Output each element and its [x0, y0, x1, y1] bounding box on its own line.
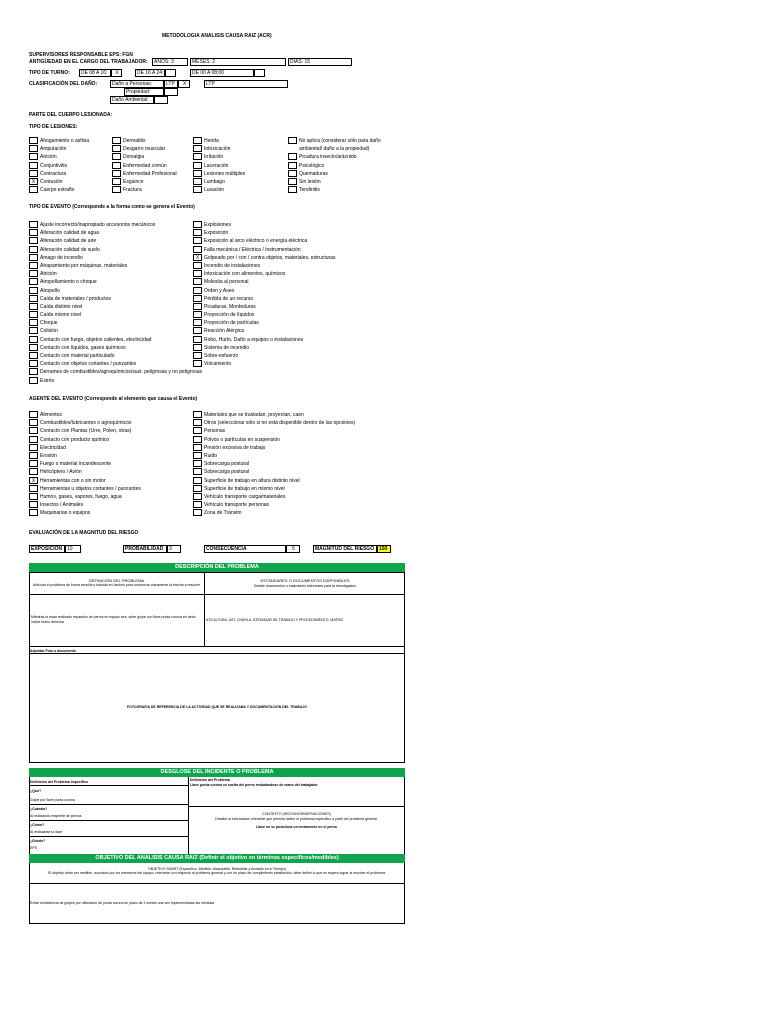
checkbox[interactable]: [193, 303, 202, 310]
divider: [188, 806, 405, 807]
checkbox-label: Exposición al arco eléctrico o energía eléctrica: [204, 238, 308, 245]
consecuencia-value[interactable]: 5: [286, 545, 300, 553]
checkbox[interactable]: X: [29, 178, 38, 185]
como-value[interactable]: Al resbalarse la llave: [30, 830, 63, 834]
checkbox-label: Atropellamiento o choque: [40, 279, 97, 286]
checkbox-label: Lumbago: [204, 178, 225, 185]
checkbox[interactable]: [29, 336, 38, 343]
turno-3-checkbox[interactable]: [254, 69, 265, 77]
checkbox-label: Explosiones: [204, 222, 231, 228]
checkbox[interactable]: [29, 246, 38, 253]
checkbox-label: Picaduras, Mordeduras: [204, 303, 256, 310]
checkbox-label: Lesiones múltiples: [204, 170, 246, 177]
desglose-right-title: Definición del Problema: [190, 778, 230, 782]
checkbox[interactable]: [193, 270, 202, 277]
que-label: ¿Qué?: [30, 789, 42, 793]
checkbox[interactable]: [193, 493, 202, 500]
checkbox-label: Golpeado por / con / contra objetos, materiales, estructuras: [204, 254, 336, 261]
checkbox[interactable]: [193, 162, 202, 169]
checkbox-label: Quemaduras: [299, 170, 328, 177]
checkbox-label: Polvos o partículas en suspensión: [204, 436, 280, 443]
checkbox[interactable]: [29, 186, 38, 193]
checkbox[interactable]: [193, 287, 202, 294]
checkbox-label: Amago de incendio: [40, 254, 83, 261]
checkbox[interactable]: [193, 170, 202, 177]
checkbox-label: Insectos / Animales: [40, 502, 84, 509]
checkbox-label: Helicóptero / Avión: [40, 469, 82, 476]
dias-field[interactable]: DIAS: 15: [288, 58, 352, 66]
meses-field[interactable]: MESES: 2: [190, 58, 286, 66]
checkbox-label: Sin lesión: [299, 178, 321, 185]
divider: [29, 836, 188, 837]
checkbox[interactable]: [29, 411, 38, 418]
estandares-text[interactable]: ATS ALTURA, AST, CHARLA, ESTANDAR DE TRABAJO Y PROCEDIMIENTO, MATRIZ: [206, 618, 344, 622]
checkbox-label: Vehículo transporte personas: [204, 502, 270, 509]
checkbox[interactable]: [193, 411, 202, 418]
checkbox[interactable]: [29, 344, 38, 351]
contexto-value[interactable]: Llave no se posiciona correctamente en el perno: [255, 825, 338, 829]
checkbox-label: Materiales que se trasladan, proyectan, caen: [204, 412, 304, 418]
checkbox-label: Sistema de incendio: [204, 344, 250, 351]
donde-label: ¿Dónde?: [30, 839, 46, 843]
definicion-title: DEFINICIÓN DEL PROBLEMA: [88, 578, 145, 583]
checkbox-label: Alteración calidad de agua: [40, 230, 99, 237]
checkbox[interactable]: [193, 460, 202, 467]
checkbox-label: Estrés: [40, 377, 55, 384]
definicion-sub: Articular el problema de forma sencilla y basada en hechos para comunicar claramente la brecha a resolver: [33, 583, 200, 587]
checkbox-label: Vehículo transporte carga/materiales: [204, 493, 286, 500]
divider: [29, 572, 405, 573]
checkbox[interactable]: [193, 509, 202, 516]
fotos-label: Adjuntar Foto o documento: [30, 649, 76, 653]
divider: [29, 653, 405, 654]
checkbox-label: Robo, Hurto, Daño a equipos o instalaciones: [204, 336, 304, 343]
smart-sub: El objetivo debe ser medible, acordado por los miembros del equipo, relevante con respecto al problema general y con un plazo de cumplimiento establecido, debe definir lo que se espera lograr al resolver el problema.: [48, 871, 386, 875]
checkbox[interactable]: [29, 153, 38, 160]
checkbox-label: Contusión: [40, 178, 63, 185]
checkbox[interactable]: [29, 137, 38, 144]
que-value[interactable]: Golpe por llave punta corona: [30, 798, 75, 802]
anios-field[interactable]: AÑOS: 3: [152, 58, 188, 66]
checkbox-label: Sobrecarga postural: [204, 461, 250, 468]
checkbox-label: Enfermedad Profesional: [123, 170, 177, 177]
checkbox[interactable]: [288, 162, 297, 169]
checkbox[interactable]: [29, 436, 38, 443]
checkbox-label: Atrapamiento por máquinas, materiales: [40, 262, 128, 269]
checkbox[interactable]: [29, 237, 38, 244]
estandares-sub: Detalle documentos o estándares relevantes para la investigación: [253, 584, 357, 588]
smart-title: OBJETIVO SMART (Específico, Medible, Alcanzable, Relevante y Acotado en el Tiempo): [148, 867, 286, 871]
divider: [29, 804, 188, 805]
checkbox-label: Enfermedad común: [123, 162, 167, 169]
checkbox-label: Contacto con fuego, objetos calientes, electricidad: [40, 336, 152, 343]
consecuencia-label: CONSECUENCIA: [204, 545, 286, 553]
checkbox[interactable]: [193, 427, 202, 434]
turno-label: TIPO DE TURNO:: [29, 70, 70, 76]
desglose-right-value[interactable]: Llave punta corona se suelta del perno resbalándose de mano del trabajador: [190, 783, 318, 787]
checkbox[interactable]: [29, 311, 38, 318]
turno-2-checkbox[interactable]: [165, 69, 176, 77]
contexto-sub: Detallar la información relevante que permita definir el problema especifico a partir del problema general.: [215, 817, 378, 821]
checkbox-label: Humos, gases, vapores, fuego, agua: [40, 493, 122, 500]
checkbox-label: Atrición: [40, 154, 57, 161]
checkbox[interactable]: [29, 170, 38, 177]
checkbox[interactable]: [193, 178, 202, 185]
checkbox-label: Dermatitis: [123, 138, 146, 144]
desglose-header: DESGLOSE DEL INCIDENTE O PROBLEMA: [29, 768, 405, 777]
tipo-evento-heading: TIPO DE EVENTO (Corresponde a la forma como se genera el Evento): [29, 204, 195, 210]
checkbox-label: Contractura: [40, 170, 67, 177]
checkbox[interactable]: [288, 153, 297, 160]
definicion-text[interactable]: Mientras la estar realizado reparaión de perros en equipo sea, sufre golpe con llave punta corona en dedo índice mano derecha: [31, 615, 196, 624]
checkbox-label: Laceración: [204, 162, 229, 169]
checkbox-label: Herramientas con o sin motor: [40, 477, 106, 484]
cuando-value[interactable]: Al realizando reapriete de pernos: [30, 814, 82, 818]
checkbox[interactable]: [193, 237, 202, 244]
checkbox[interactable]: [288, 178, 297, 185]
checkbox[interactable]: [29, 303, 38, 310]
cuando-label: ¿Cuándo?: [30, 807, 48, 811]
checkbox-label: Personas: [204, 428, 226, 435]
checkbox[interactable]: [29, 419, 38, 426]
checkbox[interactable]: [193, 344, 202, 351]
turno-3-label: DE 00 A 08:00: [190, 69, 254, 77]
checkbox-label: Cuerpo extraño: [40, 187, 75, 194]
magnitud-value: 150: [377, 545, 391, 553]
checkbox[interactable]: [193, 452, 202, 459]
checkbox-label: Intoxicación con alimentos, químicos: [204, 271, 286, 278]
checkbox[interactable]: [29, 460, 38, 467]
checkbox[interactable]: X: [193, 254, 202, 261]
desglose-left-title: Definición del Problema especifico: [30, 780, 88, 784]
checkbox-label: Luxación: [204, 187, 225, 194]
checkbox[interactable]: [29, 468, 38, 475]
danio-personas-label: Daño a Personas:: [110, 80, 164, 88]
checkbox-label: Molestia al personal: [204, 279, 249, 286]
checkbox[interactable]: [29, 427, 38, 434]
divider: [29, 785, 188, 786]
checkbox-label: Dorsalgia: [123, 154, 145, 161]
checkbox[interactable]: [193, 336, 202, 343]
checkbox-label: Caída mismo nivel: [40, 312, 82, 319]
checkbox-label: Colisión: [40, 328, 58, 335]
checkbox[interactable]: [193, 477, 202, 484]
checkbox[interactable]: [193, 436, 202, 443]
checkbox[interactable]: [29, 352, 38, 359]
checkbox[interactable]: [193, 485, 202, 492]
checkbox-label: Contacto con líquidos, gases químicos: [40, 344, 126, 351]
checkbox-label: Reacción Alérgica: [204, 328, 245, 335]
checkbox-label: Erosión: [40, 452, 57, 459]
parte-cuerpo-label: PARTE DEL CUERPO LESIONADA:: [29, 112, 113, 118]
checkbox-label: Fuego o material incandescente: [40, 461, 112, 468]
checkbox[interactable]: [193, 352, 202, 359]
checkbox[interactable]: [193, 468, 202, 475]
divider: [29, 646, 405, 647]
checkbox-label: Conjuntivitis: [40, 162, 67, 169]
checkbox-label: Caída distinto nivel: [40, 303, 83, 310]
checkbox[interactable]: [112, 137, 121, 144]
checkbox-label: Psicológico: [299, 162, 325, 169]
checkbox-label: Superficie de trabajo en altura distinto nivel: [204, 477, 300, 484]
checkbox[interactable]: [193, 295, 202, 302]
objetivo-value[interactable]: Evitar reincidencia de golpes por utilización de punta corona en plazo de 3 meses una vez implementadas las medidas: [30, 901, 215, 905]
checkbox-label: Alteración calidad de suelo: [40, 246, 100, 253]
contexto-title: CONTEXTO (HECHOS/OBSERVACIONES): [262, 812, 331, 816]
checkbox-label: Pérdida de un recurso: [204, 295, 254, 302]
turno-1-label: DE 08 A 16:: [79, 69, 111, 77]
checkbox[interactable]: [193, 419, 202, 426]
checkbox[interactable]: [29, 485, 38, 492]
checkbox[interactable]: [288, 186, 297, 193]
checkbox-label: Falla mecánica / Eléctrica / Instrumentación: [204, 246, 301, 253]
checkbox-label: Desgarro muscular: [123, 146, 166, 153]
checkbox-label: Intoxicación: [204, 146, 231, 153]
checkbox[interactable]: [29, 262, 38, 269]
checkbox-label: Otros (seleccionar sólo si no está disponible dentro de las opciones): [204, 420, 356, 427]
tipo-lesiones-heading: TIPO DE LESIONES:: [29, 124, 78, 130]
probabilidad-value[interactable]: 3: [167, 545, 181, 553]
checkbox[interactable]: [29, 327, 38, 334]
checkbox-label: Superficie de trabajo en mismo nivel: [204, 485, 285, 492]
checkbox-label: Zona de Tránsito: [204, 510, 242, 517]
divider: [29, 820, 188, 821]
checkbox[interactable]: [29, 444, 38, 451]
checkbox[interactable]: [193, 137, 202, 144]
checkbox-label: Contacto con objetos cortantes / punzantes: [40, 361, 137, 368]
supervisores-label: SUPERVISORES RESPONSABLE EPS: FGN: [29, 52, 133, 58]
checkbox-label: Exposición: [204, 230, 229, 237]
checkbox-label: Herramientas u objetos cortantes / punzantes: [40, 485, 141, 492]
magnitud-heading: EVALUACIÓN DE LA MAGNITUD DEL RIESGO: [29, 530, 139, 536]
checkbox-label: Caída de materiales / productos: [40, 295, 111, 302]
donde-value[interactable]: EPS: [30, 846, 38, 850]
checkbox-label: Alteración calidad de aire: [40, 238, 97, 245]
propiedad-checkbox[interactable]: [164, 88, 178, 96]
checkbox[interactable]: [29, 501, 38, 508]
checkbox-label: Sobre-esfuerzo: [204, 353, 239, 359]
checkbox[interactable]: [29, 145, 38, 152]
checkbox-label: Alimentos: [40, 412, 62, 418]
checkbox[interactable]: [29, 254, 38, 261]
antiguedad-label: ANTIGÜEDAD EN EL CARGO DEL TRABAJADOR:: [29, 59, 148, 65]
checkbox-label: Tendinitis: [299, 187, 320, 194]
danio-ambiental-checkbox[interactable]: [154, 96, 168, 104]
checkbox[interactable]: [112, 178, 121, 185]
checkbox-label: Incendio de instalaciones: [204, 262, 261, 269]
checkbox[interactable]: [112, 162, 121, 169]
probabilidad-label: PROBABILIDAD: [123, 545, 167, 553]
checkbox[interactable]: [193, 153, 202, 160]
checkbox-label: ambiental/ daño a la propiedad): [299, 146, 370, 153]
checkbox-label: Contacto con producto químico: [40, 436, 110, 443]
checkbox-label: Amputación: [40, 146, 67, 153]
objetivo-header: OBJETIVO DEL ANALISIS CAUSA RAIZ (Definir el objetivo en términos específicos/medibles): [29, 854, 405, 863]
estandares-title: ESTÁNDARES O DOCUMENTOS DISPONIBLES: [260, 578, 350, 583]
checkbox-label: Esguince: [123, 178, 144, 185]
checkbox-label: Atrición: [40, 271, 57, 278]
checkbox[interactable]: [29, 295, 38, 302]
checkbox[interactable]: [29, 229, 38, 236]
checkbox[interactable]: [193, 327, 202, 334]
checkbox[interactable]: [29, 493, 38, 500]
checkbox[interactable]: [29, 319, 38, 326]
checkbox[interactable]: [29, 509, 38, 516]
checkbox-label: Fractura: [123, 187, 142, 194]
descripcion-header: DESCRIPCIÓN DEL PROBLEMA: [29, 563, 405, 572]
checkbox-label: Ahogamiento o asfixia: [40, 138, 90, 144]
checkbox-label: Ruido: [204, 452, 218, 459]
checkbox[interactable]: [29, 368, 38, 375]
checkbox[interactable]: [112, 170, 121, 177]
checkbox-label: Volcamiento: [204, 361, 232, 368]
danio-label: CLASIFICACIÓN DEL DAÑO:: [29, 81, 98, 87]
checkbox[interactable]: [29, 270, 38, 277]
checkbox[interactable]: [193, 229, 202, 236]
checkbox[interactable]: [29, 452, 38, 459]
exposicion-label: EXPOSICIÓN: [29, 545, 65, 553]
turno-2-label: DE 16 A 24:: [137, 70, 164, 76]
descripcion-section: [29, 563, 405, 763]
checkbox-label: Herida: [204, 138, 219, 144]
checkbox-label: Derrames de combustibles/agroquímicos/sust. peligrosas y no peligrosas: [40, 369, 203, 376]
checkbox[interactable]: [112, 153, 121, 160]
checkbox[interactable]: [193, 360, 202, 367]
checkbox[interactable]: [112, 186, 121, 193]
danio-personas-checkbox[interactable]: X: [178, 80, 190, 88]
danio-ltp-field[interactable]: LTP: [204, 80, 288, 88]
checkbox-label: Irritación: [204, 154, 224, 161]
checkbox[interactable]: [29, 360, 38, 367]
checkbox[interactable]: [193, 319, 202, 326]
checkbox[interactable]: [29, 221, 38, 228]
agente-evento-heading: AGENTE DEL EVENTO (Corresponde al elemento que causa el Evento): [29, 396, 198, 402]
checkbox[interactable]: [193, 278, 202, 285]
checkbox-label: Contacto con material particulado: [40, 353, 115, 359]
checkbox-label: Choque: [40, 320, 58, 327]
checkbox[interactable]: [288, 170, 297, 177]
page-title: METODOLOGIA ANALISIS CAUSA RAIZ (ACR): [162, 33, 272, 39]
checkbox-label: Electricidad: [40, 444, 66, 451]
divider: [29, 594, 405, 595]
checkbox-label: Maquinarias o equipos: [40, 510, 91, 517]
turno-1-checkbox[interactable]: X: [111, 69, 122, 77]
checkbox[interactable]: [112, 145, 121, 152]
fotos-text[interactable]: FOTOGRAFIA DE REFERENCIA DE LA ACTIVIDAD QUE SE REALIZABA Y DOCUMENTACIÓN DEL TRABAJO: [126, 705, 308, 709]
checkbox-label: Picadura insecto/arácnido: [299, 154, 357, 161]
checkbox[interactable]: [29, 377, 38, 384]
checkbox[interactable]: [29, 287, 38, 294]
checkbox[interactable]: X: [29, 477, 38, 484]
checkbox[interactable]: [193, 145, 202, 152]
checkbox[interactable]: [29, 162, 38, 169]
checkbox[interactable]: [193, 501, 202, 508]
checkbox-label: Contacto con Plantas (Urre, Polen, otras): [40, 428, 132, 435]
checkbox[interactable]: [193, 221, 202, 228]
checkbox[interactable]: [193, 246, 202, 253]
checkbox-label: Proyección de líquidos: [204, 312, 255, 319]
checkbox[interactable]: [193, 186, 202, 193]
checkbox[interactable]: [288, 137, 297, 144]
checkbox-label: Combustibles/lubricantes o agroquímicos: [40, 420, 132, 427]
checkbox[interactable]: [29, 278, 38, 285]
checkbox-label: Presión excesiva de trabajo: [204, 444, 266, 451]
checkbox-label: Atropello: [40, 287, 60, 294]
checkbox[interactable]: [193, 444, 202, 451]
danio-personas-code: LTP: [164, 80, 178, 88]
checkbox-label: No aplica (considerar sólo para daño: [299, 138, 381, 144]
magnitud-label: MAGNITUD DEL RIESGO: [313, 545, 377, 553]
checkbox-label: Sobrecarga postural: [204, 469, 250, 476]
como-label: ¿Cómo?: [30, 823, 45, 827]
danio-ambiental-label: Daño Ambiental:: [110, 96, 154, 104]
exposicion-value[interactable]: 10: [65, 545, 81, 553]
checkbox-label: Orden y Aseo: [204, 287, 235, 294]
checkbox[interactable]: [193, 262, 202, 269]
checkbox-label: Ajuste incorrecto/inapropiado accesorios mecánicos: [40, 222, 156, 228]
checkbox-label: Proyección de partículas: [204, 320, 259, 327]
checkbox[interactable]: [193, 311, 202, 318]
divider: [29, 883, 405, 884]
propiedad-label: Propiedad:: [124, 88, 164, 96]
